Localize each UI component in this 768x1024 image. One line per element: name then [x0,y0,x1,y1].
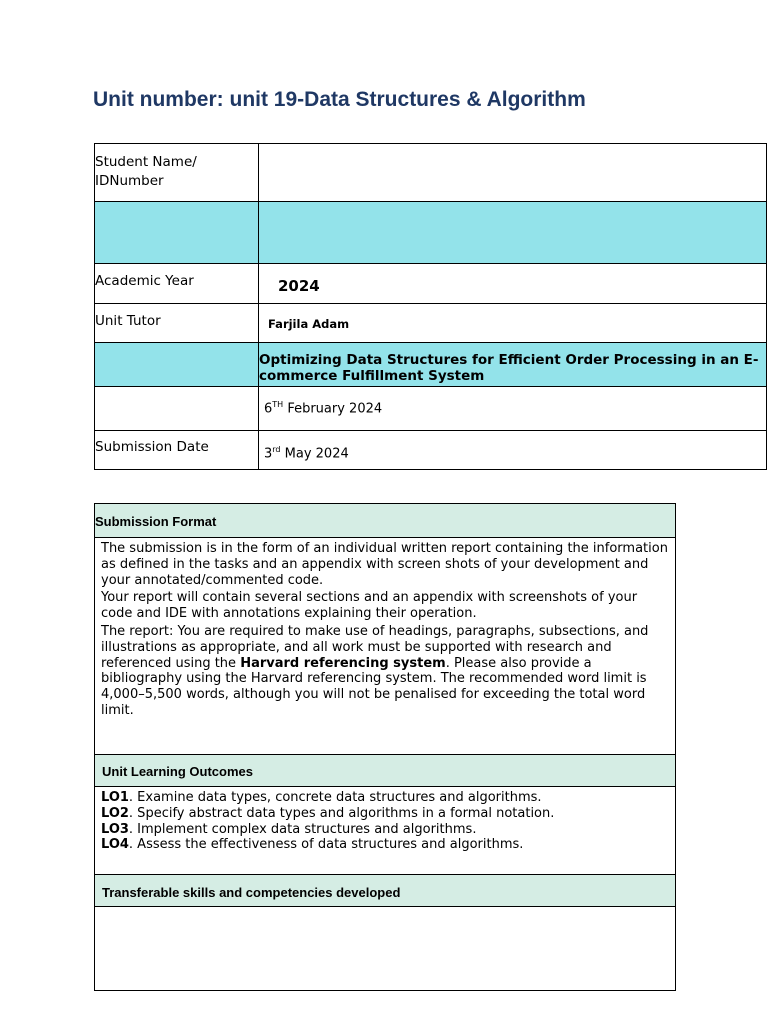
assignment-info-table [94,143,767,470]
assignment-title-value: Optimizing Data Structures for Efficient Order Processing in an E-commerce Fulfillment System [259,352,759,384]
submission-date-suffix: rd [272,445,281,454]
outcome-text: . Implement complex data structures and algorithms. [128,821,477,837]
learning-outcomes-list [95,787,675,853]
academic-year-label-cell [95,264,259,304]
paragraph-3-rest: . Please also provide a bibliography using the Harvard referencing system. The recommended word limit is 4,000–5,500 words, although you will not be penalised for exceeding the total word limit. [101,655,647,718]
outcome-text: . Examine data types, concrete data structures and algorithms. [128,790,542,805]
transferable-skills-header-cell [95,875,676,907]
submission-date-value [259,431,766,461]
academic-year-value-cell [259,264,767,304]
issue-date-value [259,387,766,416]
issue-date-suffix: TH [272,400,284,409]
academic-year-label: Academic Year [95,273,194,289]
highlighted-blank-row [95,202,767,264]
blank-label-cell [95,202,259,264]
learning-outcomes-header-row [95,755,676,787]
transferable-skills-heading: Transferable skills and competencies developed [102,885,401,900]
issue-date-value-cell [259,387,767,431]
issue-date-day: 6 [264,401,273,417]
submission-format-paragraph-3 [95,622,675,719]
paragraph-3-intro: The report: You are required to make use of headings, paragraphs, subsections, and illustrations as appropriate, and all work must be supported with research and referenced using the [101,623,649,671]
issue-date-row [95,387,767,431]
list-item [101,806,669,822]
submission-date-rest: May 2024 [280,446,349,462]
assignment-title-label-cell [95,343,259,387]
submission-format-header-row [95,504,676,538]
list-item [101,790,669,806]
unit-tutor-label: Unit Tutor [95,313,161,329]
blank-value-cell [259,202,767,264]
outcome-text: . Assess the effectiveness of data structures and algorithms. [128,837,524,853]
issue-date-label-cell [95,387,259,431]
student-name-label: Student Name/ IDNumber [95,154,197,189]
unit-tutor-label-cell [95,304,259,343]
unit-title: Unit number: unit 19-Data Structures & Algorithm [93,88,586,111]
submission-date-label: Submission Date [95,439,209,455]
submission-date-day: 3 [264,446,273,462]
student-name-label-cell [95,144,259,202]
unit-tutor-value-cell [259,304,767,343]
list-item [101,822,669,838]
submission-format-paragraph-2: Your report will contain several sections and an appendix with screenshots of your code and IDE with annotations explaining their operation. [101,590,638,622]
transferable-skills-body-cell[interactable] [95,907,676,991]
assignment-title-row [95,343,767,387]
list-item [101,837,669,853]
transferable-skills-body-row [95,907,676,991]
unit-tutor-value: Farjila Adam [268,317,350,331]
academic-year-value: 2024 [278,277,320,295]
learning-outcomes-body-row [95,787,676,875]
outcome-text: . Specify abstract data types and algorithms in a formal notation. [128,805,555,821]
student-name-value-cell[interactable] [259,144,767,202]
academic-year-row [95,264,767,304]
submission-date-label-cell [95,431,259,470]
outcome-code: LO1 [101,790,129,805]
outcome-code: LO2 [101,805,129,821]
harvard-referencing-emphasis: Harvard referencing system [240,655,446,671]
learning-outcomes-body-cell [95,787,676,875]
learning-outcomes-heading: Unit Learning Outcomes [102,764,253,779]
assignment-title-value-cell [259,343,767,387]
submission-format-body-row [95,538,676,755]
outcome-code: LO4 [101,837,129,853]
transferable-skills-header-row [95,875,676,907]
submission-format-header-cell [95,504,676,538]
outcome-code: LO3 [101,821,129,837]
student-name-row [95,144,767,202]
learning-outcomes-header-cell [95,755,676,787]
submission-format-body-cell [95,538,676,755]
submission-date-value-cell [259,431,767,470]
submission-format-heading: Submission Format [95,514,217,529]
issue-date-rest: February 2024 [283,401,383,417]
submission-date-row [95,431,767,470]
unit-tutor-row [95,304,767,343]
submission-format-paragraph-1: The submission is in the form of an individual written report containing the information as defined in the tasks and an appendix with screen shots of your development and your annotated/commented code. [101,541,668,588]
submission-format-table [94,503,676,991]
